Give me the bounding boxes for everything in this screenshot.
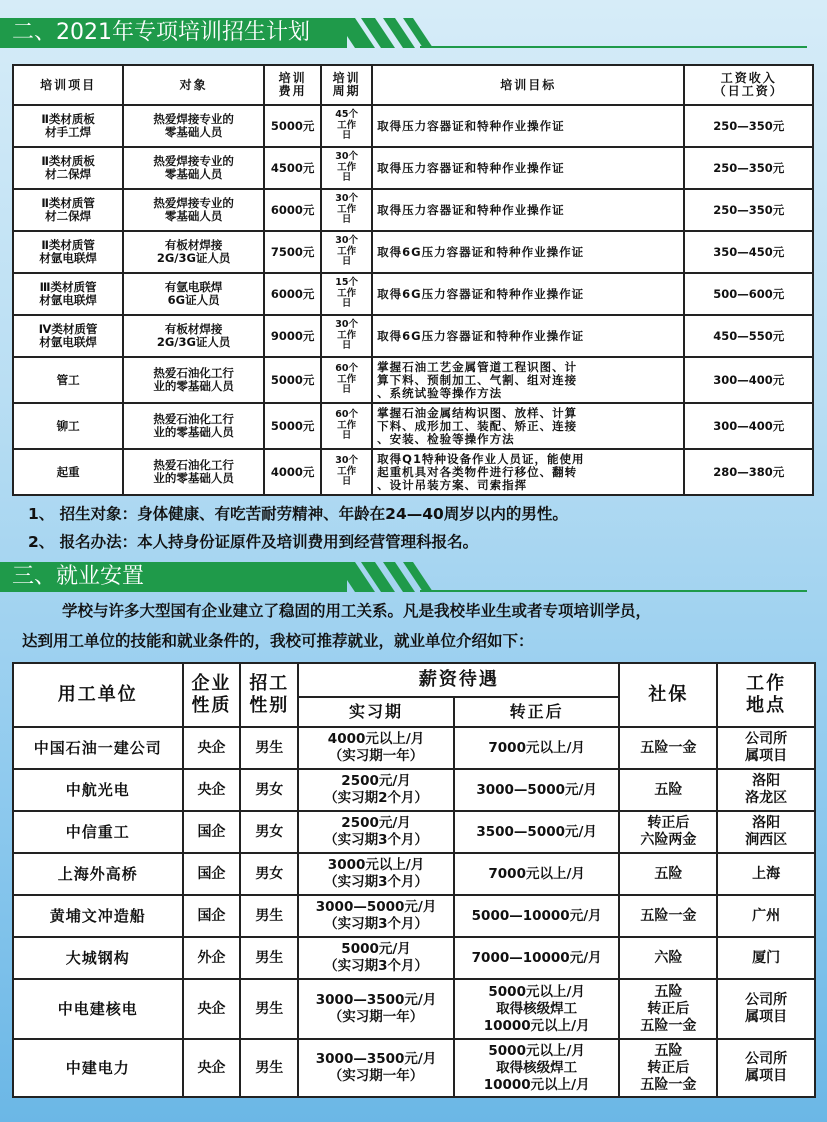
cell-period: 60个 工作 日 — [321, 357, 372, 403]
cell-location: 公司所 属项目 — [717, 979, 815, 1039]
cell-fee: 4000元 — [264, 449, 321, 495]
intro-line-2: 达到用工单位的技能和就业条件的，我校可推荐就业，就业单位介绍如下： — [22, 632, 534, 650]
cell-project: Ⅲ类材质管 材氩电联焊 — [13, 273, 123, 315]
cell-wage: 500—600元 — [684, 273, 813, 315]
header-intern: 实习期 — [298, 697, 454, 727]
header-period: 培训 周期 — [321, 65, 372, 105]
cell-nature: 国企 — [183, 853, 241, 895]
cell-fee: 5000元 — [264, 357, 321, 403]
cell-fee: 7500元 — [264, 231, 321, 273]
header-unit: 用工单位 — [13, 663, 183, 727]
cell-period: 30个 工作 日 — [321, 315, 372, 357]
cell-regular: 7000—10000元/月 — [454, 937, 620, 979]
cell-intern: 5000元/月 （实习期3个月） — [298, 937, 454, 979]
table-row — [13, 895, 815, 937]
table-row — [13, 811, 815, 853]
stripe-decoration — [335, 562, 455, 592]
cell-fee: 9000元 — [264, 315, 321, 357]
cell-target: 热爱石油化工行 业的零基础人员 — [123, 449, 264, 495]
cell-period: 30个 工作 日 — [321, 189, 372, 231]
table-row — [13, 449, 813, 495]
cell-unit: 中建电力 — [13, 1039, 183, 1097]
table-row — [13, 147, 813, 189]
cell-project: Ⅱ类材质板 材手工焊 — [13, 105, 123, 147]
cell-wage: 300—400元 — [684, 403, 813, 449]
cell-fee: 6000元 — [264, 273, 321, 315]
cell-regular: 5000元以上/月 取得核级焊工 10000元以上/月 — [454, 1039, 620, 1097]
cell-gender: 男生 — [240, 727, 298, 769]
table-row — [13, 273, 813, 315]
section1-header — [0, 14, 827, 48]
cell-fee: 6000元 — [264, 189, 321, 231]
cell-gender: 男生 — [240, 937, 298, 979]
cell-period: 30个 工作 日 — [321, 449, 372, 495]
cell-fee: 5000元 — [264, 105, 321, 147]
stripe-decoration — [335, 18, 455, 48]
cell-target: 有板材焊接 2G/3G证人员 — [123, 315, 264, 357]
cell-period: 15个 工作 日 — [321, 273, 372, 315]
cell-goal: 取得压力容器证和特种作业操作证 — [372, 105, 684, 147]
header-gender: 招工 性别 — [240, 663, 298, 727]
table-row — [13, 937, 815, 979]
cell-intern: 3000元以上/月 （实习期3个月） — [298, 853, 454, 895]
cell-location: 公司所 属项目 — [717, 727, 815, 769]
table-row — [13, 853, 815, 895]
cell-gender: 男生 — [240, 979, 298, 1039]
table-row — [13, 979, 815, 1039]
cell-project: 管工 — [13, 357, 123, 403]
cell-gender: 男女 — [240, 853, 298, 895]
cell-location: 洛阳 涧西区 — [717, 811, 815, 853]
cell-target: 热爱焊接专业的 零基础人员 — [123, 147, 264, 189]
cell-intern: 2500元/月 （实习期2个月） — [298, 769, 454, 811]
cell-wage: 250—350元 — [684, 189, 813, 231]
cell-social: 五险一金 — [619, 895, 717, 937]
cell-social: 五险 — [619, 853, 717, 895]
cell-intern: 3000—3500元/月 （实习期一年） — [298, 1039, 454, 1097]
cell-social: 五险 — [619, 769, 717, 811]
cell-target: 热爱石油化工行 业的零基础人员 — [123, 403, 264, 449]
cell-project: Ⅱ类材质管 材氩电联焊 — [13, 231, 123, 273]
header-social: 社保 — [619, 663, 717, 727]
cell-nature: 国企 — [183, 895, 241, 937]
table-row — [13, 105, 813, 147]
cell-period: 30个 工作 日 — [321, 147, 372, 189]
cell-nature: 央企 — [183, 727, 241, 769]
cell-intern: 3000—5000元/月 （实习期3个月） — [298, 895, 454, 937]
cell-social: 五险 转正后 五险一金 — [619, 1039, 717, 1097]
table-row — [13, 357, 813, 403]
note-enrollment: 1、 招生对象：身体健康、有吃苦耐劳精神、年龄在24—40周岁以内的男性。 — [28, 505, 568, 523]
cell-nature: 央企 — [183, 1039, 241, 1097]
cell-period: 60个 工作 日 — [321, 403, 372, 449]
cell-fee: 4500元 — [264, 147, 321, 189]
table-row — [13, 315, 813, 357]
cell-goal: 取得6G压力容器证和特种作业操作证 — [372, 231, 684, 273]
cell-target: 有氩电联焊 6G证人员 — [123, 273, 264, 315]
cell-social: 五险 转正后 五险一金 — [619, 979, 717, 1039]
table-row — [13, 231, 813, 273]
cell-regular: 5000元以上/月 取得核级焊工 10000元以上/月 — [454, 979, 620, 1039]
cell-location: 厦门 — [717, 937, 815, 979]
training-plan-table — [12, 64, 814, 496]
header-target: 对象 — [123, 65, 264, 105]
header-regular: 转正后 — [454, 697, 620, 727]
table-row — [13, 769, 815, 811]
header-fee: 培训 费用 — [264, 65, 321, 105]
cell-goal: 取得6G压力容器证和特种作业操作证 — [372, 273, 684, 315]
cell-intern: 3000—3500元/月 （实习期一年） — [298, 979, 454, 1039]
cell-unit: 中信重工 — [13, 811, 183, 853]
cell-regular: 7000元以上/月 — [454, 727, 620, 769]
cell-target: 热爱焊接专业的 零基础人员 — [123, 105, 264, 147]
cell-location: 洛阳 洛龙区 — [717, 769, 815, 811]
cell-wage: 300—400元 — [684, 357, 813, 403]
cell-wage: 450—550元 — [684, 315, 813, 357]
cell-wage: 350—450元 — [684, 231, 813, 273]
cell-intern: 2500元/月 （实习期3个月） — [298, 811, 454, 853]
cell-unit: 中国石油一建公司 — [13, 727, 183, 769]
header-goal: 培训目标 — [372, 65, 684, 105]
cell-project: Ⅳ类材质管 材氩电联焊 — [13, 315, 123, 357]
cell-project: Ⅱ类材质板 材二保焊 — [13, 147, 123, 189]
cell-project: Ⅱ类材质管 材二保焊 — [13, 189, 123, 231]
cell-regular: 3500—5000元/月 — [454, 811, 620, 853]
cell-social: 转正后 六险两金 — [619, 811, 717, 853]
cell-regular: 7000元以上/月 — [454, 853, 620, 895]
cell-period: 45个 工作 日 — [321, 105, 372, 147]
cell-project: 铆工 — [13, 403, 123, 449]
cell-fee: 5000元 — [264, 403, 321, 449]
cell-unit: 大城钢构 — [13, 937, 183, 979]
section2-title: 三、就业安置 — [0, 562, 347, 592]
cell-nature: 央企 — [183, 769, 241, 811]
header-nature: 企业 性质 — [183, 663, 241, 727]
cell-target: 有板材焊接 2G/3G证人员 — [123, 231, 264, 273]
cell-project: 起重 — [13, 449, 123, 495]
cell-wage: 250—350元 — [684, 105, 813, 147]
cell-nature: 外企 — [183, 937, 241, 979]
cell-wage: 280—380元 — [684, 449, 813, 495]
cell-goal: 掌握石油工艺金属管道工程识图、计 算下料、预制加工、气割、组对连接 、系统试验等操作方法 — [372, 357, 684, 403]
cell-unit: 中航光电 — [13, 769, 183, 811]
section1-rule — [420, 46, 807, 48]
note-registration: 2、 报名办法：本人持身份证原件及培训费用到经营管理科报名。 — [28, 533, 479, 551]
table-row — [13, 189, 813, 231]
cell-period: 30个 工作 日 — [321, 231, 372, 273]
cell-nature: 央企 — [183, 979, 241, 1039]
cell-intern: 4000元以上/月 （实习期一年） — [298, 727, 454, 769]
cell-gender: 男女 — [240, 769, 298, 811]
cell-location: 上海 — [717, 853, 815, 895]
cell-unit: 上海外高桥 — [13, 853, 183, 895]
cell-goal: 取得压力容器证和特种作业操作证 — [372, 189, 684, 231]
section2-header — [0, 558, 827, 592]
cell-target: 热爱石油化工行 业的零基础人员 — [123, 357, 264, 403]
cell-regular: 3000—5000元/月 — [454, 769, 620, 811]
table-row — [13, 727, 815, 769]
employment-intro — [22, 596, 822, 656]
table-row — [13, 1039, 815, 1097]
cell-gender: 男生 — [240, 895, 298, 937]
cell-social: 五险一金 — [619, 727, 717, 769]
cell-goal: 取得Q1特种设备作业人员证，能使用 起重机具对各类物件进行移位、翻转 、设计吊装方案、司索指挥 — [372, 449, 684, 495]
table-header-row — [13, 663, 815, 697]
table-row — [13, 403, 813, 449]
cell-gender: 男女 — [240, 811, 298, 853]
cell-regular: 5000—10000元/月 — [454, 895, 620, 937]
cell-gender: 男生 — [240, 1039, 298, 1097]
cell-social: 六险 — [619, 937, 717, 979]
cell-goal: 取得6G压力容器证和特种作业操作证 — [372, 315, 684, 357]
section1-title: 二、2021年专项培训招生计划 — [0, 18, 347, 48]
cell-unit: 黄埔文冲造船 — [13, 895, 183, 937]
cell-nature: 国企 — [183, 811, 241, 853]
header-salary: 薪资待遇 — [298, 663, 619, 697]
cell-unit: 中电建核电 — [13, 979, 183, 1039]
intro-line-1: 学校与许多大型国有企业建立了稳固的用工关系。凡是我校毕业生或者专项培训学员， — [62, 602, 652, 620]
cell-goal: 掌握石油金属结构识图、放样、计算 下料、成形加工、装配、矫正、连接 、安装、检验等操作方法 — [372, 403, 684, 449]
cell-location: 广州 — [717, 895, 815, 937]
employer-table — [12, 662, 816, 1098]
cell-target: 热爱焊接专业的 零基础人员 — [123, 189, 264, 231]
cell-location: 公司所 属项目 — [717, 1039, 815, 1097]
header-location: 工作 地点 — [717, 663, 815, 727]
header-wage: 工资收入 （日工资） — [684, 65, 813, 105]
header-project: 培训项目 — [13, 65, 123, 105]
table-header-row — [13, 65, 813, 105]
cell-wage: 250—350元 — [684, 147, 813, 189]
cell-goal: 取得压力容器证和特种作业操作证 — [372, 147, 684, 189]
section2-rule — [420, 590, 807, 592]
